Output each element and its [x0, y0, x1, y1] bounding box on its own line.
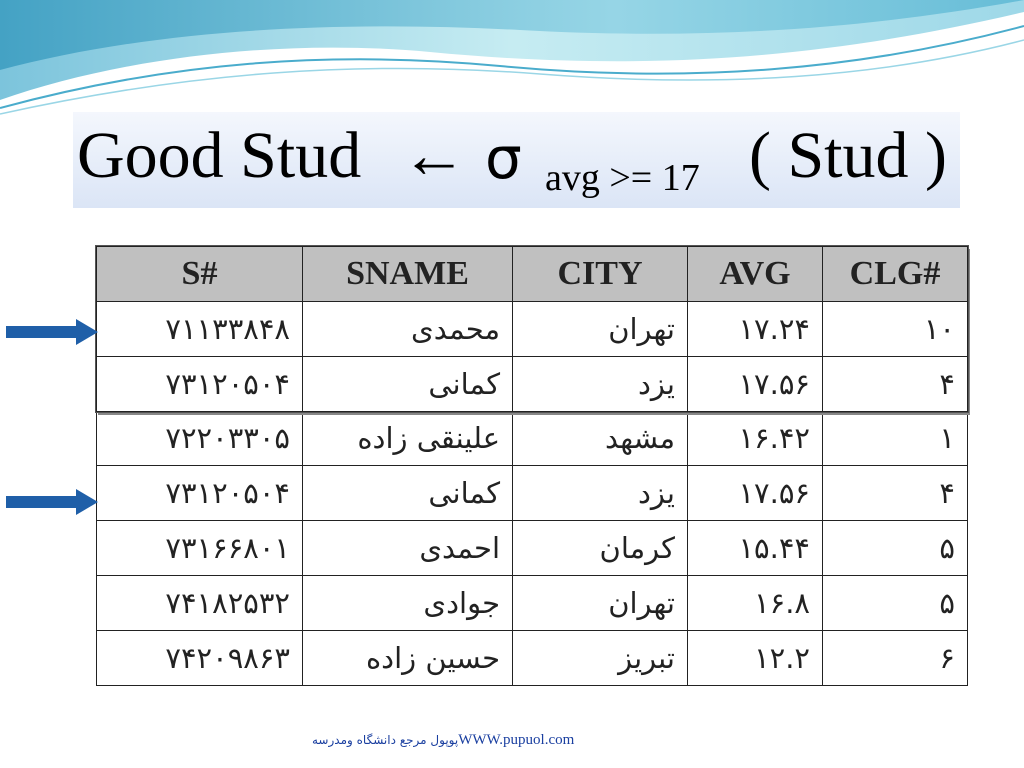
table-cell: ۱ [823, 411, 968, 466]
table-row [97, 521, 968, 576]
table-cell: مشهد [513, 411, 688, 466]
stud-table [96, 410, 968, 686]
formula-lhs: Good Stud [77, 119, 362, 192]
table-row [97, 466, 968, 521]
table-cell: ۵ [823, 576, 968, 631]
table-cell: جوادی [303, 576, 513, 631]
table-row [97, 357, 968, 412]
header-row [97, 247, 968, 302]
table-cell: یزد [513, 466, 688, 521]
table-cell: ۱۷.۵۶ [688, 357, 823, 412]
table-cell: ۱۶.۸ [688, 576, 823, 631]
table-cell: ۴ [823, 357, 968, 412]
table-cell: ۷۴۱۸۲۵۳۲ [97, 576, 303, 631]
table-cell: علینقی زاده [303, 411, 513, 466]
table-cell: ۷۱۱۳۳۸۴۸ [97, 302, 303, 357]
table-cell: حسین زاده [303, 631, 513, 686]
table-cell: ۱۷.۲۴ [688, 302, 823, 357]
column-header: AVG [688, 247, 823, 302]
footer-credit [312, 732, 574, 749]
table-cell: کمانی [303, 466, 513, 521]
right-arrow-icon [6, 488, 98, 516]
table-row [97, 631, 968, 686]
column-header: CLG# [823, 247, 968, 302]
column-header: SNAME [303, 247, 513, 302]
table-cell: تهران [513, 302, 688, 357]
table-cell: کرمان [513, 521, 688, 576]
wave-decoration [0, 0, 1024, 120]
table-cell: کمانی [303, 357, 513, 412]
table-cell: ۷۲۲۰۳۳۰۵ [97, 411, 303, 466]
right-arrow-icon [6, 318, 98, 346]
table-cell: ۶ [823, 631, 968, 686]
table-cell: ۱۷.۵۶ [688, 466, 823, 521]
column-header: S# [97, 247, 303, 302]
table-cell: ۷۳۱۶۶۸۰۱ [97, 521, 303, 576]
table-cell: تهران [513, 576, 688, 631]
table-row [97, 302, 968, 357]
table-cell: ۷۴۲۰۹۸۶۳ [97, 631, 303, 686]
table-cell: ۷۳۱۲۰۵۰۴ [97, 357, 303, 412]
formula-banner [73, 112, 960, 208]
table-cell: تبریز [513, 631, 688, 686]
sigma-symbol: σ [485, 124, 522, 192]
footer-url[interactable]: WWW.pupuol.com [458, 732, 575, 748]
table-cell: ۱۶.۴۲ [688, 411, 823, 466]
table-cell: ۱۲.۲ [688, 631, 823, 686]
table-cell: یزد [513, 357, 688, 412]
good-stud-result-table [96, 246, 968, 412]
table-cell: ۱۵.۴۴ [688, 521, 823, 576]
table-cell: ۵ [823, 521, 968, 576]
table-cell: محمدی [303, 302, 513, 357]
column-header: CITY [513, 247, 688, 302]
table-row [97, 576, 968, 631]
table-cell: احمدی [303, 521, 513, 576]
table-row [97, 411, 968, 466]
table-cell: ۴ [823, 466, 968, 521]
table-cell: ۱۰ [823, 302, 968, 357]
table-cell: ۷۳۱۲۰۵۰۴ [97, 466, 303, 521]
formula-condition: avg >= 17 [545, 157, 700, 199]
formula-arrow: ← [401, 119, 467, 192]
footer-persian: پوپول مرجع دانشگاه ومدرسه [312, 733, 459, 747]
formula-rhs: ( Stud ) [749, 119, 947, 192]
